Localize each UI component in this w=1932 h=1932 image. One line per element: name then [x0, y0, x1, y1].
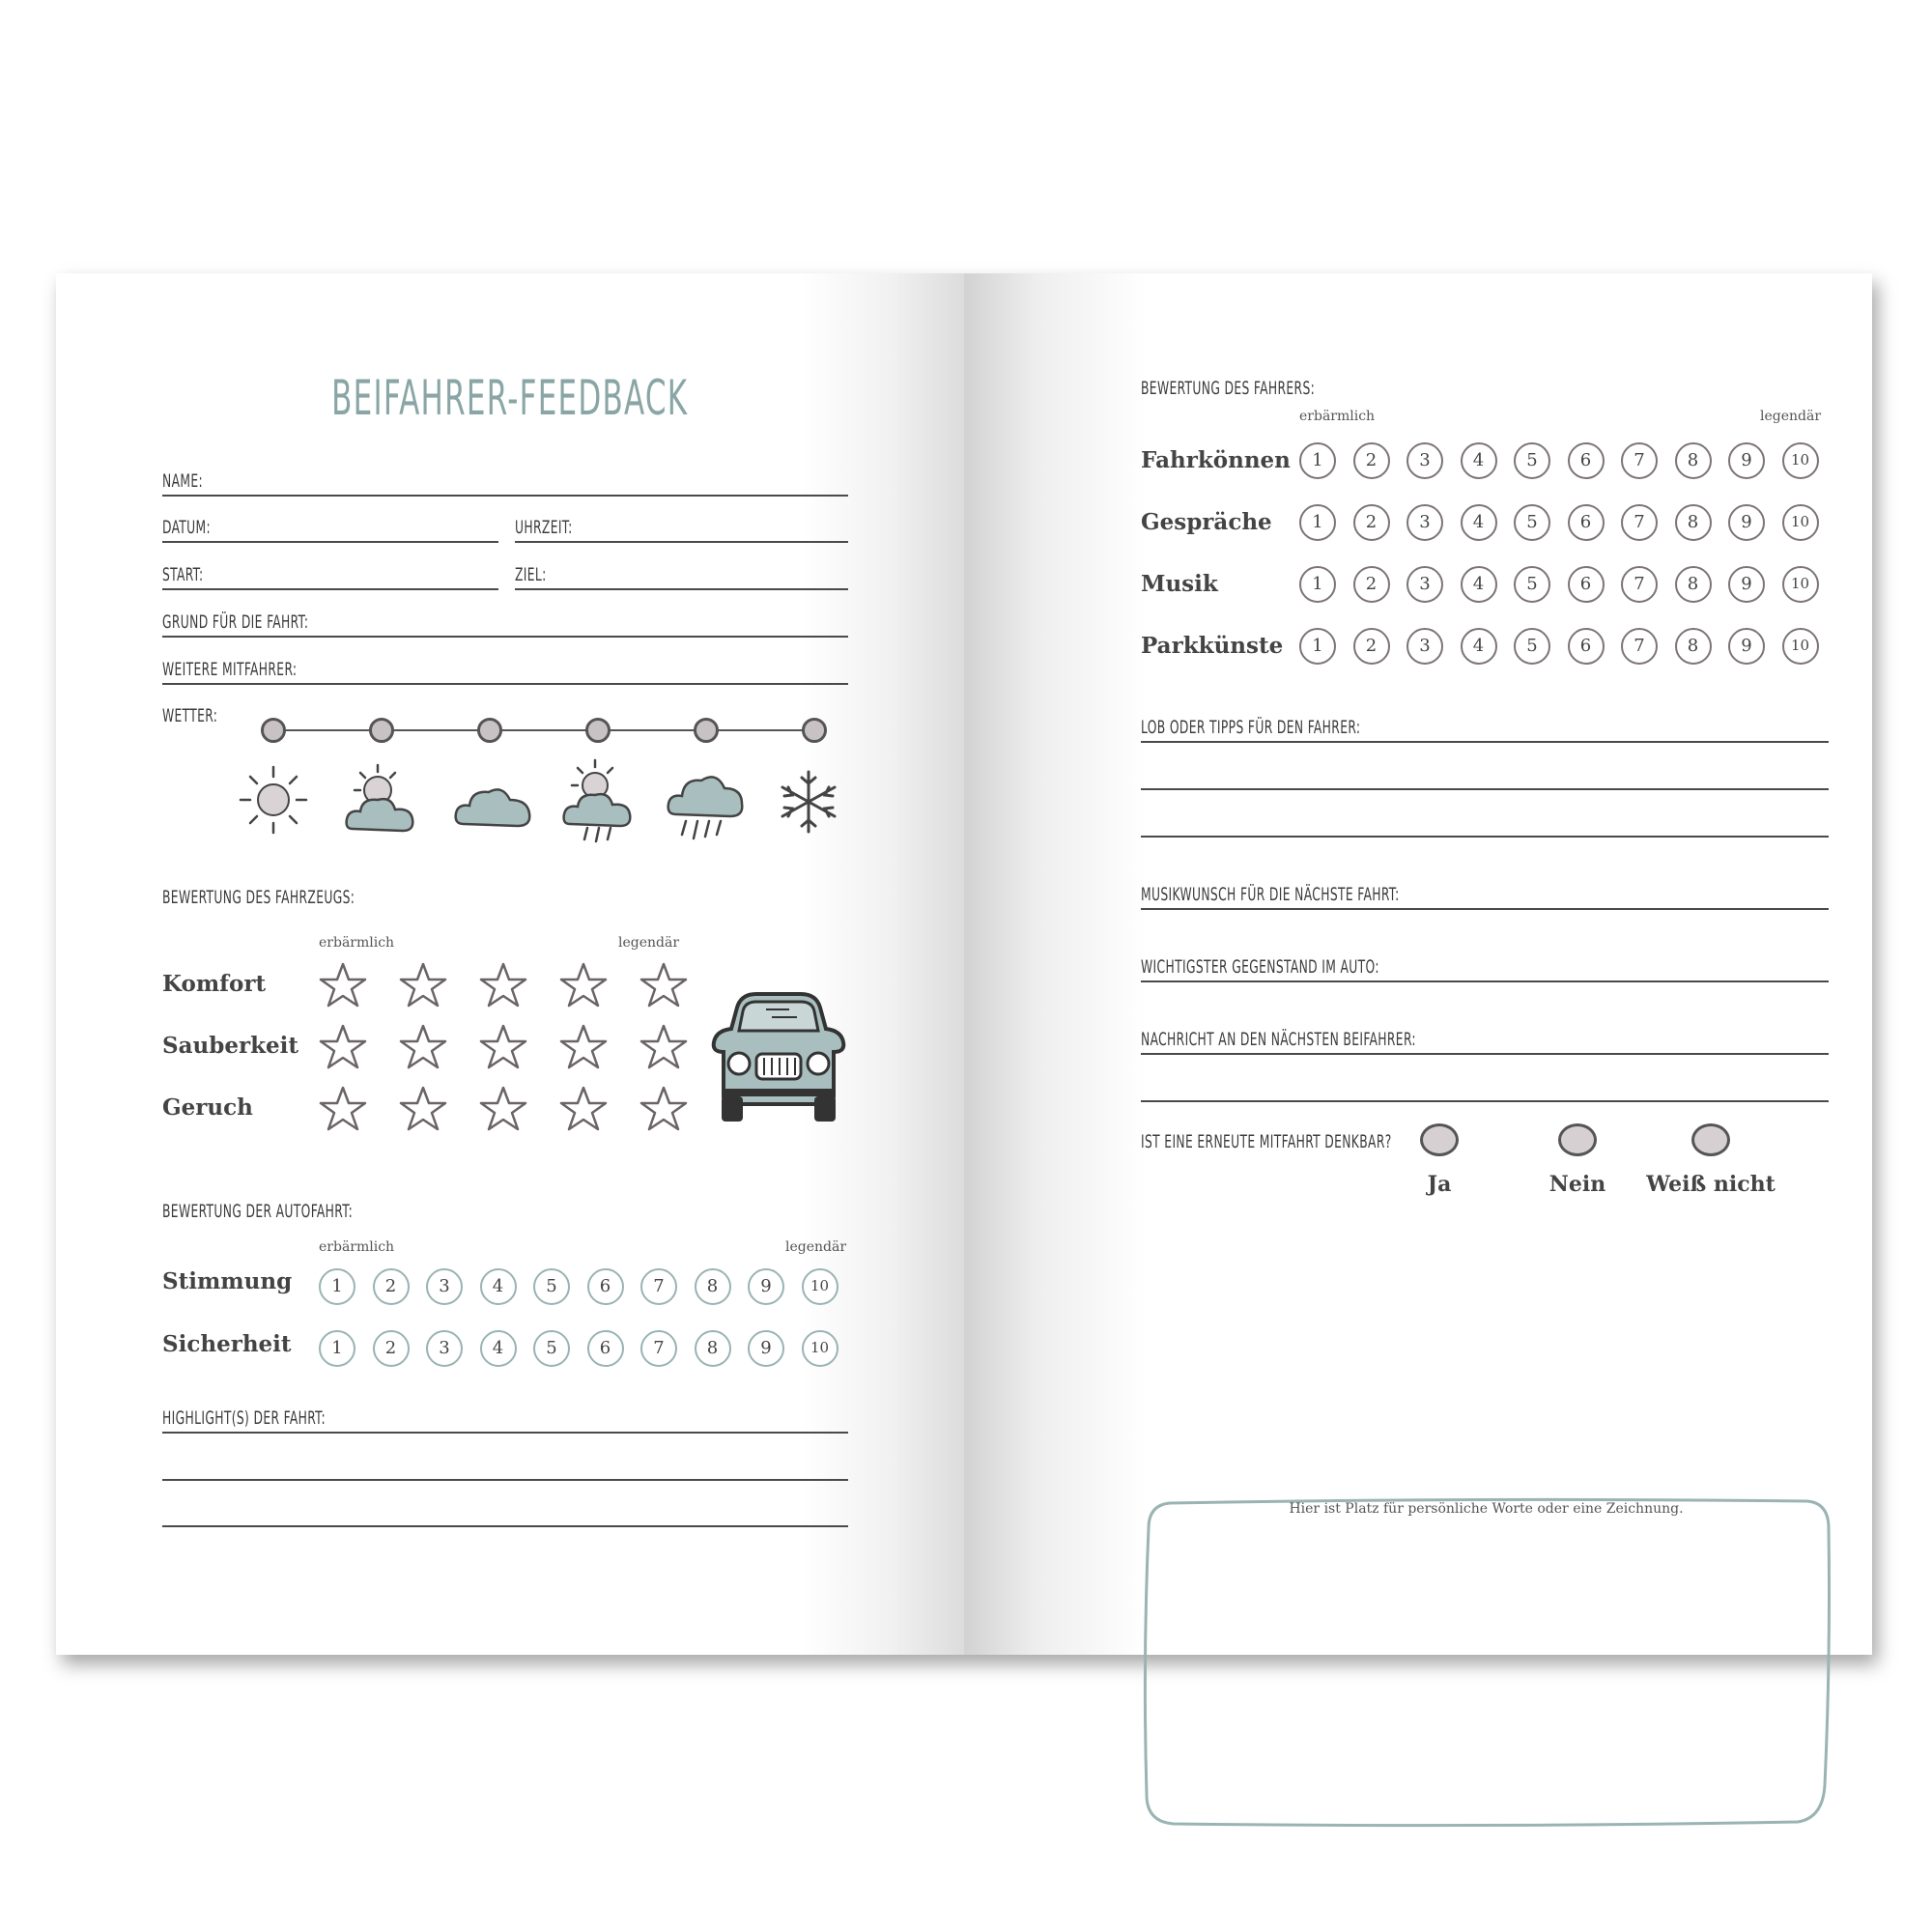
rating-number-circle[interactable]: 8	[1675, 628, 1712, 665]
vehicle-scale-low: erbärmlich	[319, 935, 395, 951]
rating-number-circle[interactable]: 9	[1728, 504, 1765, 541]
start-label: START:	[162, 564, 204, 585]
lob-line-3[interactable]	[1141, 803, 1829, 838]
driver-rating-heading: BEWERTUNG DES FAHRERS:	[1141, 378, 1316, 399]
right-page	[964, 273, 1872, 1655]
option-ja-label: Ja	[1427, 1172, 1452, 1197]
rating-number-circle[interactable]: 9	[748, 1268, 784, 1305]
ride-rating-heading: BEWERTUNG DER AUTOFAHRT:	[162, 1201, 354, 1222]
wetter-label: WETTER:	[162, 705, 218, 726]
option-nein-label: Nein	[1548, 1172, 1606, 1197]
parkkuenste-label: Parkkünste	[1141, 633, 1284, 659]
rating-number-circle[interactable]: 7	[1621, 504, 1658, 541]
open-booklet	[56, 273, 1872, 1655]
rating-number-circle[interactable]: 2	[1353, 566, 1390, 603]
rating-number-circle[interactable]: 9	[1728, 628, 1765, 665]
rating-number-circle[interactable]: 8	[1675, 566, 1712, 603]
option-weiss-nicht-radio[interactable]	[1691, 1123, 1730, 1156]
option-ja-radio[interactable]	[1420, 1123, 1459, 1156]
highlights-label: HIGHLIGHT(S) DER FAHRT:	[162, 1407, 327, 1429]
rating-number-circle[interactable]: 6	[587, 1268, 624, 1305]
nachricht-label: NACHRICHT AN DEN NÄCHSTEN BEIFAHRER:	[1141, 1029, 1416, 1050]
weather-option-dot[interactable]	[477, 718, 502, 743]
rating-star[interactable]	[559, 1023, 608, 1071]
sauberkeit-label: Sauberkeit	[162, 1033, 298, 1059]
rating-number-circle[interactable]: 9	[1728, 566, 1765, 603]
rating-number-circle[interactable]: 10	[802, 1330, 838, 1367]
note-box-hint: Hier ist Platz für persönliche Worte oder eine Zeichnung.	[1289, 1501, 1684, 1517]
uhrzeit-label: UHRZEIT:	[515, 517, 573, 538]
gespraeche-label: Gespräche	[1141, 509, 1272, 535]
grund-label: GRUND FÜR DIE FAHRT:	[162, 611, 309, 633]
rating-number-circle[interactable]: 5	[1514, 628, 1550, 665]
musikwunsch-field[interactable]	[1141, 875, 1829, 910]
rating-number-circle[interactable]: 1	[1299, 504, 1336, 541]
mitfahrer-label: WEITERE MITFAHRER:	[162, 659, 298, 680]
rating-number-circle[interactable]: 3	[1406, 566, 1443, 603]
rating-number-circle[interactable]: 10	[1782, 442, 1819, 479]
rating-number-circle[interactable]: 2	[1353, 442, 1390, 479]
rating-number-circle[interactable]: 2	[373, 1268, 410, 1305]
rating-star[interactable]	[639, 1023, 688, 1071]
sun-behind-cloud-icon	[341, 761, 423, 843]
ride-scale-low: erbärmlich	[319, 1239, 395, 1255]
rating-number-circle[interactable]: 8	[695, 1268, 731, 1305]
rating-number-circle[interactable]: 7	[640, 1268, 677, 1305]
cloud-icon	[452, 771, 534, 834]
rating-number-circle[interactable]: 1	[1299, 566, 1336, 603]
komfort-label: Komfort	[162, 971, 267, 997]
name-field[interactable]	[162, 462, 848, 497]
sun-icon	[235, 761, 312, 838]
rating-number-circle[interactable]: 10	[1782, 504, 1819, 541]
rating-number-circle[interactable]: 7	[1621, 442, 1658, 479]
snowflake-icon	[773, 766, 845, 838]
rating-star[interactable]	[399, 961, 447, 1009]
rating-number-circle[interactable]: 1	[1299, 442, 1336, 479]
rating-number-circle[interactable]: 3	[1406, 442, 1443, 479]
gegenstand-field[interactable]	[1141, 948, 1829, 982]
rating-star[interactable]	[639, 1085, 688, 1133]
lob-field[interactable]	[1141, 708, 1829, 743]
rating-star[interactable]	[319, 1085, 367, 1133]
car-icon	[708, 988, 848, 1123]
rating-number-circle[interactable]: 6	[1568, 442, 1605, 479]
rating-number-circle[interactable]: 10	[802, 1268, 838, 1305]
page-title: BEIFAHRER-FEEDBACK	[331, 370, 689, 426]
rating-number-circle[interactable]: 2	[1353, 504, 1390, 541]
rating-number-circle[interactable]: 5	[533, 1268, 570, 1305]
datum-field[interactable]	[162, 508, 498, 543]
rating-number-circle[interactable]: 5	[533, 1330, 570, 1367]
rating-number-circle[interactable]: 10	[1782, 566, 1819, 603]
rating-number-circle[interactable]: 2	[373, 1330, 410, 1367]
option-weiss-nicht-label: Weiß nicht	[1646, 1172, 1776, 1197]
rating-number-circle[interactable]: 4	[1461, 566, 1497, 603]
rating-number-circle[interactable]: 8	[1675, 504, 1712, 541]
nachricht-field[interactable]	[1141, 1020, 1829, 1055]
mitfahrer-field[interactable]	[162, 650, 848, 685]
rating-number-circle[interactable]: 8	[1675, 442, 1712, 479]
rating-number-circle[interactable]: 4	[1461, 442, 1497, 479]
rating-number-circle[interactable]: 7	[640, 1330, 677, 1367]
rating-number-circle[interactable]: 6	[1568, 566, 1605, 603]
rating-number-circle[interactable]: 6	[587, 1330, 624, 1367]
lob-label: LOB ODER TIPPS FÜR DEN FAHRER:	[1141, 717, 1361, 738]
rating-number-circle[interactable]: 3	[1406, 504, 1443, 541]
rain-cloud-icon	[665, 761, 747, 848]
rating-star[interactable]	[559, 1085, 608, 1133]
rating-number-circle[interactable]: 1	[319, 1330, 355, 1367]
rating-number-circle[interactable]: 4	[480, 1268, 517, 1305]
rating-star[interactable]	[399, 1023, 447, 1071]
rating-star[interactable]	[479, 1085, 527, 1133]
name-label: NAME:	[162, 470, 203, 492]
rating-number-circle[interactable]: 6	[1568, 504, 1605, 541]
option-nein-radio[interactable]	[1558, 1123, 1597, 1156]
left-page	[56, 273, 964, 1655]
ziel-field[interactable]	[515, 555, 848, 590]
rating-number-circle[interactable]: 3	[426, 1268, 463, 1305]
datum-label: DATUM:	[162, 517, 212, 538]
musik-label: Musik	[1141, 571, 1218, 597]
fahrkoennen-label: Fahrkönnen	[1141, 447, 1291, 473]
geruch-label: Geruch	[162, 1094, 253, 1121]
highlights-line-3[interactable]	[162, 1492, 848, 1527]
rating-number-circle[interactable]: 5	[1514, 442, 1550, 479]
rating-number-circle[interactable]: 4	[1461, 628, 1497, 665]
rating-number-circle[interactable]: 4	[1461, 504, 1497, 541]
stimmung-label: Stimmung	[162, 1268, 293, 1294]
grund-field[interactable]	[162, 603, 848, 638]
nachricht-line-2[interactable]	[1141, 1067, 1829, 1102]
note-box[interactable]	[1141, 1495, 1832, 1829]
rating-star[interactable]	[639, 961, 688, 1009]
question-label: IST EINE ERNEUTE MITFAHRT DENKBAR?	[1141, 1131, 1392, 1152]
driver-scale-high: legendär	[1760, 409, 1822, 424]
rating-star[interactable]	[479, 961, 527, 1009]
rating-number-circle[interactable]: 5	[1514, 566, 1550, 603]
rating-number-circle[interactable]: 4	[480, 1330, 517, 1367]
rating-number-circle[interactable]: 7	[1621, 628, 1658, 665]
rating-star[interactable]	[319, 961, 367, 1009]
uhrzeit-field[interactable]	[515, 508, 848, 543]
rating-number-circle[interactable]: 9	[1728, 442, 1765, 479]
start-field[interactable]	[162, 555, 498, 590]
weather-option-dot[interactable]	[585, 718, 611, 743]
rating-number-circle[interactable]: 3	[1406, 628, 1443, 665]
highlights-field[interactable]	[162, 1399, 848, 1434]
rating-number-circle[interactable]: 10	[1782, 628, 1819, 665]
sun-cloud-rain-icon	[558, 756, 640, 848]
sicherheit-label: Sicherheit	[162, 1331, 292, 1357]
gegenstand-label: WICHTIGSTER GEGENSTAND IM AUTO:	[1141, 956, 1379, 978]
weather-option-dot[interactable]	[694, 718, 719, 743]
vehicle-scale-high: legendär	[618, 935, 680, 951]
rating-number-circle[interactable]: 7	[1621, 566, 1658, 603]
ride-scale-high: legendär	[785, 1239, 847, 1255]
rating-number-circle[interactable]: 2	[1353, 628, 1390, 665]
rating-number-circle[interactable]: 1	[319, 1268, 355, 1305]
lob-line-2[interactable]	[1141, 755, 1829, 790]
weather-scale-line	[273, 729, 819, 731]
rating-star[interactable]	[319, 1023, 367, 1071]
rating-number-circle[interactable]: 1	[1299, 628, 1336, 665]
rating-number-circle[interactable]: 9	[748, 1330, 784, 1367]
weather-option-dot[interactable]	[369, 718, 394, 743]
rating-star[interactable]	[479, 1023, 527, 1071]
rating-number-circle[interactable]: 8	[695, 1330, 731, 1367]
weather-option-dot[interactable]	[802, 718, 827, 743]
rating-number-circle[interactable]: 5	[1514, 504, 1550, 541]
vehicle-rating-heading: BEWERTUNG DES FAHRZEUGS:	[162, 887, 355, 908]
driver-scale-low: erbärmlich	[1299, 409, 1376, 424]
rating-star[interactable]	[399, 1085, 447, 1133]
rating-star[interactable]	[559, 961, 608, 1009]
musikwunsch-label: MUSIKWUNSCH FÜR DIE NÄCHSTE FAHRT:	[1141, 884, 1400, 905]
highlights-line-2[interactable]	[162, 1446, 848, 1481]
rating-number-circle[interactable]: 6	[1568, 628, 1605, 665]
ziel-label: ZIEL:	[515, 564, 547, 585]
rating-number-circle[interactable]: 3	[426, 1330, 463, 1367]
weather-option-dot[interactable]	[261, 718, 286, 743]
